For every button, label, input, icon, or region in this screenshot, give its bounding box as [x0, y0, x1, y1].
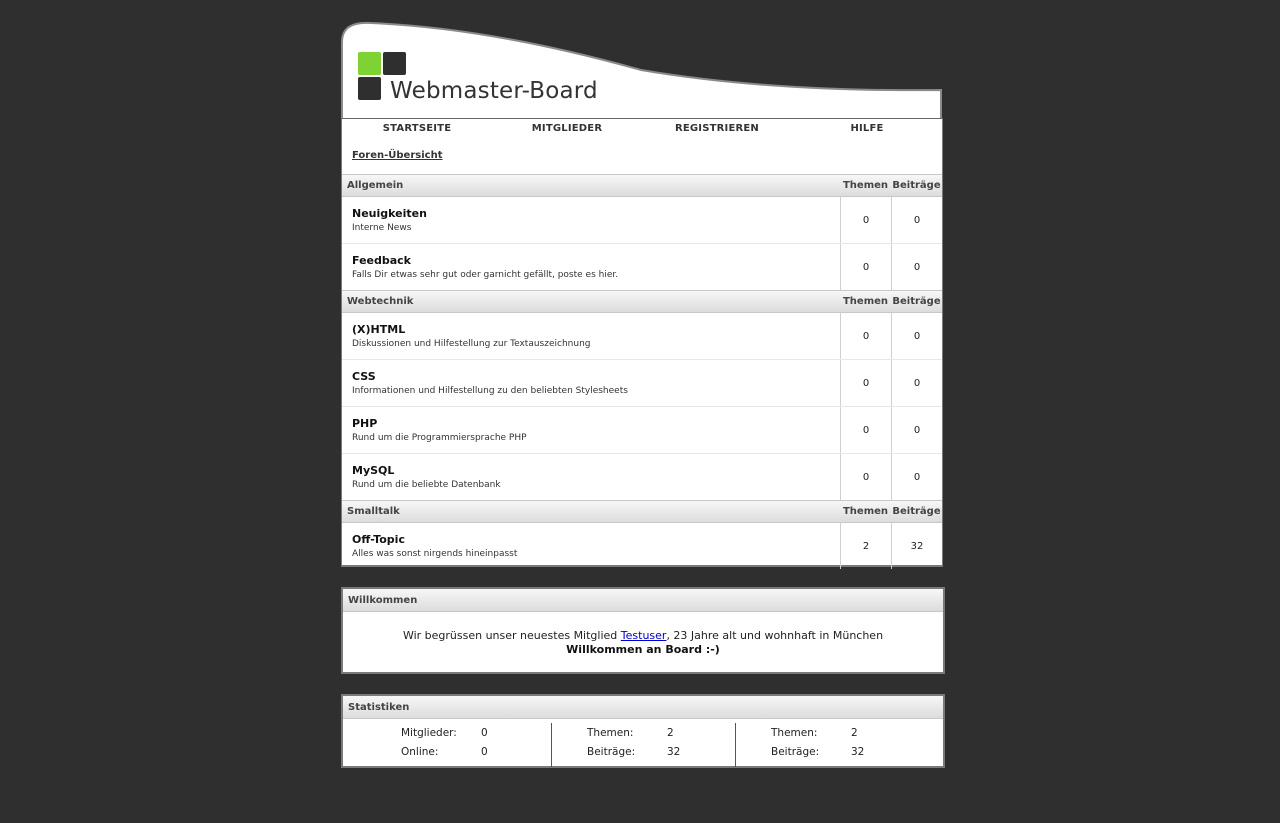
- forum-title[interactable]: PHP: [352, 417, 378, 430]
- column-header-posts: Beiträge: [892, 506, 941, 517]
- forum-row[interactable]: [342, 454, 942, 500]
- post-count: 0: [891, 407, 942, 453]
- stat-value: 0: [481, 745, 488, 758]
- logo-square-green: [358, 52, 381, 75]
- welcome-body: [343, 612, 943, 657]
- nav-startseite[interactable]: STARTSEITE: [382, 123, 452, 134]
- forum-description: Alles was sonst nirgends hineinpasst: [352, 549, 518, 559]
- stat-label: Beiträge:: [771, 745, 820, 758]
- stat-label: Mitglieder:: [401, 726, 457, 739]
- forum-description: Diskussionen und Hilfestellung zur Textauszeichnung: [352, 339, 591, 349]
- welcome-text-after: , 23 Jahre alt und wohnhaft in München: [666, 629, 884, 642]
- breadcrumb-link[interactable]: Foren-Übersicht: [352, 150, 443, 161]
- category-header: [342, 500, 942, 523]
- category-name: Smalltalk: [347, 506, 400, 517]
- stat-value: 2: [851, 726, 858, 739]
- nav-registrieren[interactable]: REGISTRIEREN: [674, 123, 760, 134]
- welcome-box: [341, 587, 945, 674]
- statistics-grid: [343, 719, 943, 767]
- forum-row[interactable]: [342, 360, 942, 407]
- forum-row[interactable]: [342, 523, 942, 569]
- stats-column: [735, 723, 919, 767]
- forum-title[interactable]: Feedback: [352, 254, 411, 267]
- forum-title[interactable]: Neuigkeiten: [352, 207, 427, 220]
- stat-value: 32: [851, 745, 865, 758]
- forum-description: Rund um die beliebte Datenbank: [352, 480, 501, 490]
- post-count: 0: [891, 313, 942, 359]
- category-name: Allgemein: [347, 180, 404, 191]
- forum-row[interactable]: [342, 313, 942, 360]
- forum-row[interactable]: [342, 197, 942, 244]
- category-header: [342, 174, 942, 197]
- welcome-greeting: Willkommen an Board :-): [566, 643, 720, 656]
- stat-label: Themen:: [771, 726, 818, 739]
- thread-count: 2: [840, 523, 891, 569]
- stat-label: Online:: [401, 745, 439, 758]
- category-name: Webtechnik: [347, 296, 414, 307]
- forum-title[interactable]: Off-Topic: [352, 533, 405, 546]
- thread-count: 0: [840, 360, 891, 406]
- statistics-heading: Statistiken: [343, 696, 943, 719]
- column-header-threads: Themen: [842, 506, 889, 517]
- thread-count: 0: [840, 313, 891, 359]
- forum-title[interactable]: CSS: [352, 370, 376, 383]
- post-count: 0: [891, 360, 942, 406]
- category-header: [342, 290, 942, 313]
- welcome-text: Wir begrüssen unser neuestes Mitglied: [402, 629, 621, 642]
- forum-description: Informationen und Hilfestellung zu den beliebten Stylesheets: [352, 386, 628, 396]
- main-nav: [341, 118, 943, 138]
- stat-label: Themen:: [587, 726, 634, 739]
- header-curve-shape: [341, 20, 943, 120]
- column-header-threads: Themen: [842, 296, 889, 307]
- newest-member-link[interactable]: Testuser: [620, 629, 667, 642]
- logo-square-dark: [358, 77, 381, 100]
- stats-column: [551, 723, 735, 767]
- welcome-heading: Willkommen: [343, 589, 943, 612]
- thread-count: 0: [840, 244, 891, 290]
- thread-count: 0: [840, 197, 891, 243]
- stat-label: Beiträge:: [587, 745, 636, 758]
- stat-value: 32: [667, 745, 681, 758]
- statistics-box: [341, 694, 945, 768]
- post-count: 0: [891, 197, 942, 243]
- stat-value: 2: [667, 726, 674, 739]
- site-header: [341, 20, 943, 119]
- nav-hilfe[interactable]: HILFE: [850, 123, 884, 134]
- column-header-threads: Themen: [842, 180, 889, 191]
- post-count: 0: [891, 454, 942, 500]
- breadcrumb: [342, 137, 942, 174]
- forum-row[interactable]: [342, 407, 942, 454]
- stat-value: 0: [481, 726, 488, 739]
- post-count: 0: [891, 244, 942, 290]
- column-header-posts: Beiträge: [892, 180, 941, 191]
- column-header-posts: Beiträge: [892, 296, 941, 307]
- forum-description: Rund um die Programmiersprache PHP: [352, 433, 527, 443]
- forum-title[interactable]: (X)HTML: [352, 323, 406, 336]
- thread-count: 0: [840, 407, 891, 453]
- thread-count: 0: [840, 454, 891, 500]
- nav-mitglieder[interactable]: MITGLIEDER: [531, 123, 603, 134]
- logo-square-dark: [383, 52, 406, 75]
- forum-row[interactable]: [342, 244, 942, 290]
- forum-description: Interne News: [352, 223, 412, 233]
- forum-overview: [341, 137, 943, 567]
- forum-title[interactable]: MySQL: [352, 464, 395, 477]
- post-count: 32: [891, 523, 942, 569]
- stats-column: [343, 723, 551, 767]
- forum-description: Falls Dir etwas sehr gut oder garnicht gefällt, poste es hier.: [352, 270, 619, 280]
- site-title[interactable]: Webmaster-Board: [390, 78, 598, 104]
